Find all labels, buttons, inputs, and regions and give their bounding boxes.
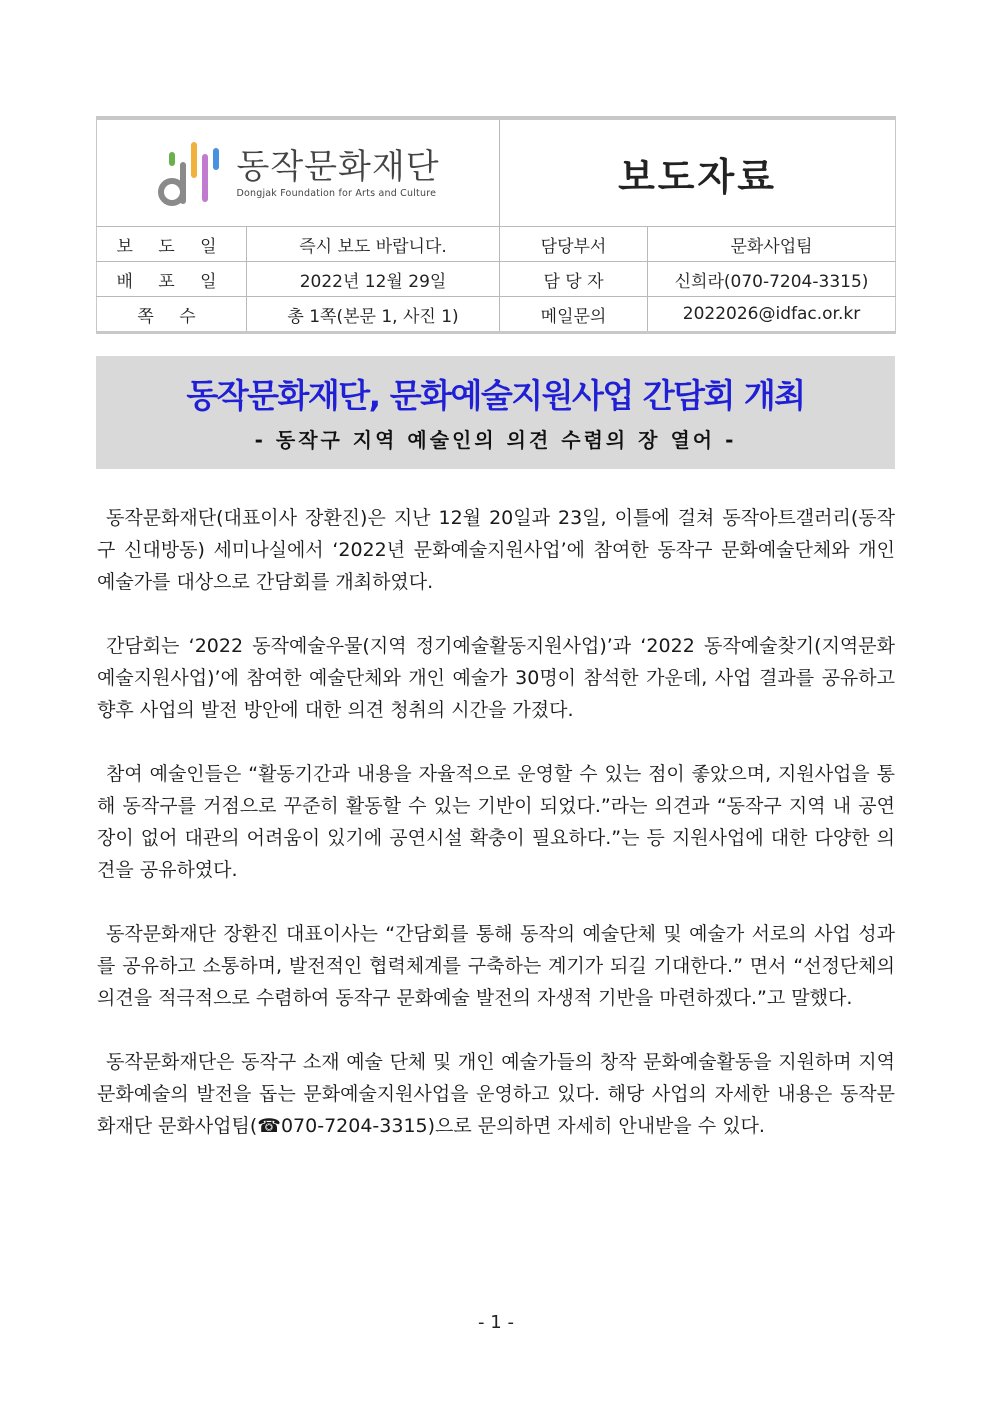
page-number: - 1 -: [478, 1312, 514, 1333]
paragraph: 참여 예술인들은 “활동기간과 내용을 자율적으로 운영할 수 있는 점이 좋았으며, 지원사업을 통해 동작구를 거점으로 꾸준히 활동할 수 있는 기반이 되었다.”라는 의견과 “동작구 지역 내 공연장이 없어 대관의 어려움이 있기에 공연시설 확충이 필요하다.”는 등 지원사업에 대한 다양한 의견을 공유하였다.: [97, 763, 895, 881]
table-row: [97, 227, 896, 262]
label-email: 메일문의: [500, 297, 648, 333]
logo-mark-icon: [156, 136, 226, 210]
value-email: 2022026@idfac.or.kr: [648, 297, 896, 333]
paragraph: 동작문화재단(대표이사 장환진)은 지난 12월 20일과 23일, 이틀에 걸쳐 동작아트갤러리(동작구 신대방동) 세미나실에서 ‘2022년 문화예술지원사업’에 참여한 동작구 문화예술단체와 개인 예술가를 대상으로 간담회를 개최하였다.: [97, 507, 895, 593]
label-contact: 담 당 자: [500, 262, 648, 297]
value-release-date: 즉시 보도 바랍니다.: [247, 227, 500, 262]
paragraph: 동작문화재단은 동작구 소재 예술 단체 및 개인 예술가들의 창작 문화예술활동을 지원하며 지역문화예술의 발전을 돕는 문화예술지원사업을 운영하고 있다. 해당 사업의 자세한 내용은 동작문화재단 문화사업팀(☎070-7204-3315)으로 문의하면 자세히 안내받을 수 있다.: [97, 1051, 895, 1137]
label-distribution-date: 배 포 일: [97, 262, 247, 297]
value-distribution-date: 2022년 12월 29일: [247, 262, 500, 297]
table-row: [97, 262, 896, 297]
press-title-cell: [500, 118, 896, 227]
foundation-logo: [97, 120, 499, 226]
press-title: 보도자료: [618, 154, 777, 199]
press-info-table: [96, 116, 896, 334]
logo-name-english: Dongjak Foundation for Arts and Culture: [236, 187, 437, 199]
value-page-count: 총 1쪽(본문 1, 사진 1): [247, 297, 500, 333]
label-department: 담당부서: [500, 227, 648, 262]
headline-subtitle: - 동작구 지역 예술인의 의견 수렴의 장 열어 -: [254, 428, 737, 452]
table-row: [97, 297, 896, 333]
article-body: [97, 502, 895, 1174]
label-page-count: 쪽 수: [97, 297, 247, 333]
headline-box: [96, 356, 895, 469]
value-contact: 신희라(070-7204-3315): [648, 262, 896, 297]
paragraph: 동작문화재단 장환진 대표이사는 “간담회를 통해 동작의 예술단체 및 예술가 서로의 사업 성과를 공유하고 소통하며, 발전적인 협력체계를 구축하는 계기가 되길 기대한다.” 면서 “선정단체의 의견을 적극적으로 수렴하여 동작구 문화예술 발전의 자생적 기반을 마련하겠다.”고 말했다.: [97, 923, 895, 1009]
headline-title: 동작문화재단, 문화예술지원사업 간담회 개최: [186, 376, 805, 415]
label-release-date: 보 도 일: [97, 227, 247, 262]
logo-name-korean: 동작문화재단: [236, 146, 440, 187]
value-department: 문화사업팀: [648, 227, 896, 262]
logo-cell: [97, 118, 500, 227]
paragraph: 간담회는 ‘2022 동작예술우물(지역 정기예술활동지원사업)’과 ‘2022 동작예술찾기(지역문화예술지원사업)’에 참여한 예술단체와 개인 예술가 30명이 참석한 가운데, 사업 결과를 공유하고 향후 사업의 발전 방안에 대한 의견 청취의 시간을 가졌다.: [97, 635, 895, 721]
